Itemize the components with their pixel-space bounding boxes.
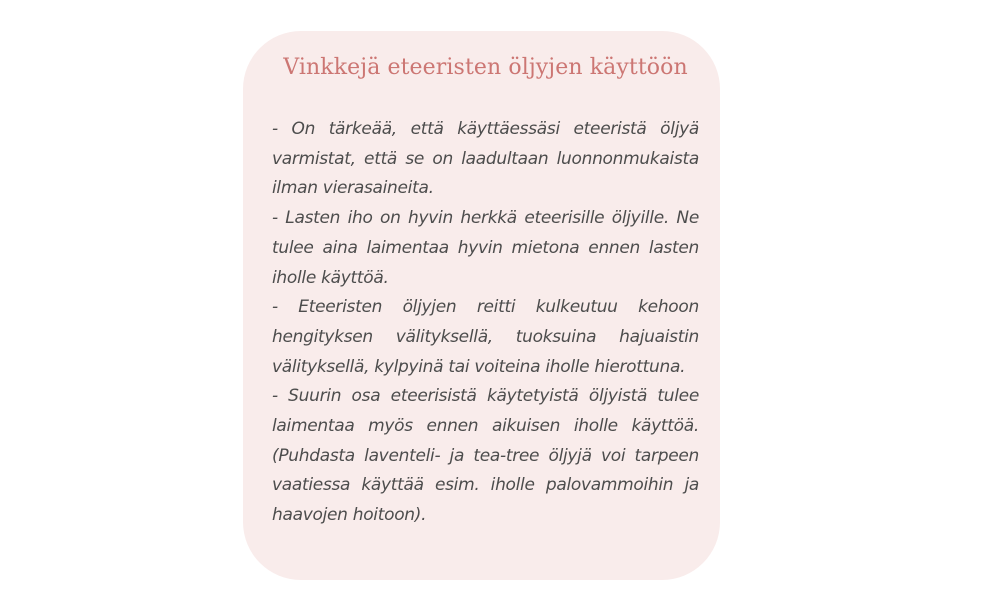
tip-item: - Suurin osa eteerisistä käytetyistä öljyistä tulee laimentaa myös ennen aikuisen iholle käyttöä. (Puhdasta laventeli- ja tea-tree öljyjä voi tarpeen vaatiessa käyttää esim. iholle palovammoihin ja haavojen hoitoon). (272, 386, 699, 526)
tips-list (272, 115, 699, 531)
tip-item: - On tärkeää, että käyttäessäsi eteeristä öljyä varmistat, että se on laadultaan luonnonmukaista ilman vierasaineita. (272, 119, 699, 199)
tip-item: - Eteeristen öljyjen reitti kulkeutuu kehoon hengityksen välityksellä, tuoksuina hajuaistin välityksellä, kylpyinä tai voiteina iholle hierottuna. (272, 297, 699, 377)
tips-card (243, 31, 720, 580)
card-title: Vinkkejä eteeristen öljyjen käyttöön (283, 55, 688, 80)
tip-item: - Lasten iho on hyvin herkkä eteerisille öljyille. Ne tulee aina laimentaa hyvin mietona ennen lasten iholle käyttöä. (272, 208, 699, 288)
